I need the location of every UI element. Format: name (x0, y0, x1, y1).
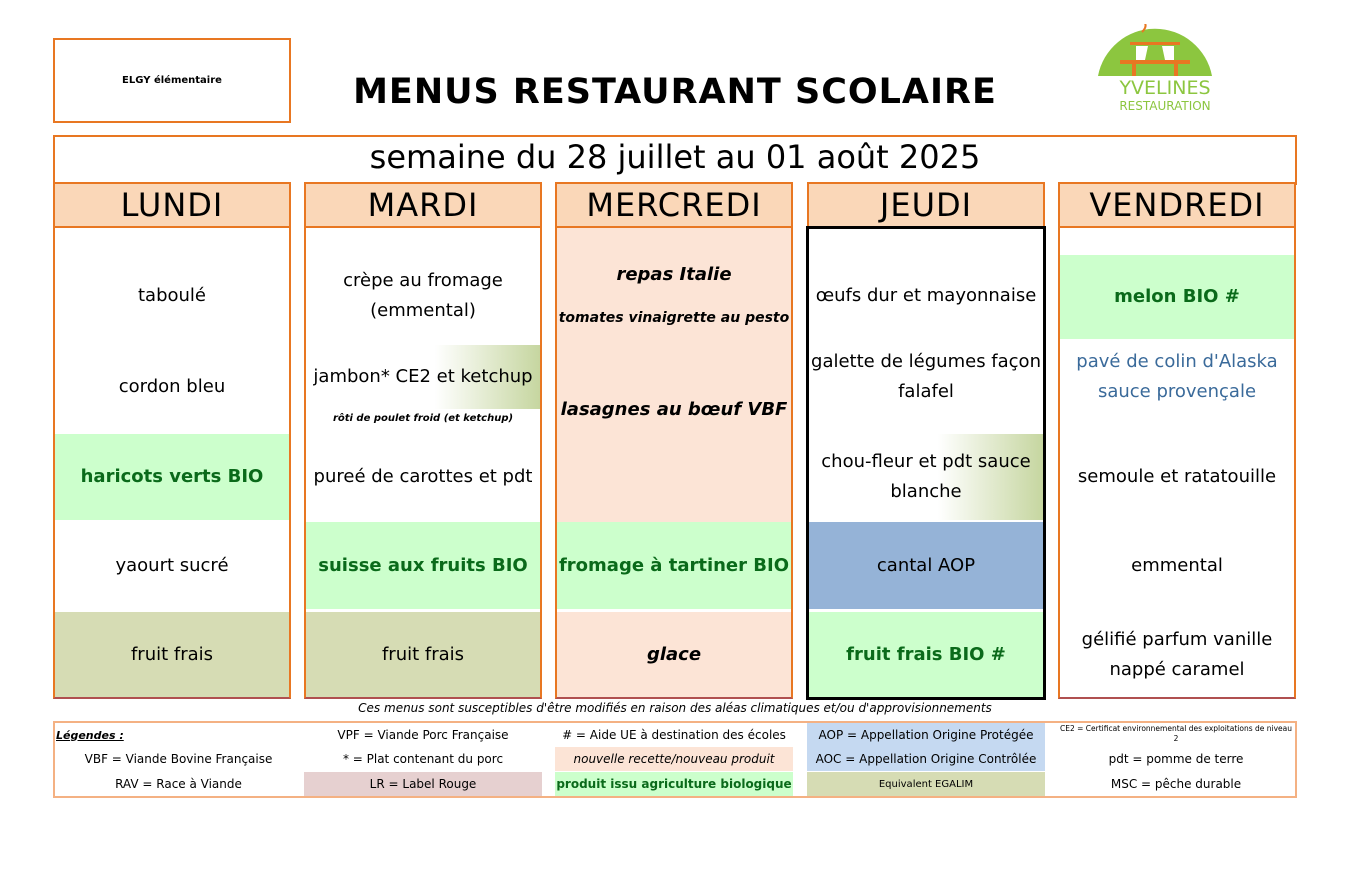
legend-aoc: AOC = Appellation Origine Contrôlée (807, 747, 1045, 771)
logo-text-yvelines: YVELINES (1119, 77, 1211, 99)
mardi-entree-line2: (emmental) (370, 300, 476, 321)
day-header-jeudi: JEUDI (807, 182, 1045, 228)
day-header-mercredi: MERCREDI (555, 182, 793, 228)
mercredi-laitage (557, 522, 791, 609)
disclaimer-note: Ces menus sont susceptibles d'être modifiés en raison des aléas climatiques et/ou d'approvisionnements (358, 701, 992, 715)
vendredi-entree (1060, 255, 1294, 339)
lundi-dessert (55, 612, 289, 697)
school-name: ELGY élémentaire (122, 75, 222, 86)
vendredi-plat-line2: sauce provençale (1097, 381, 1257, 402)
vendredi-laitage (1060, 522, 1294, 609)
day-header-vendredi: VENDREDI (1058, 182, 1296, 228)
mercredi-dessert-text: glace (646, 643, 702, 665)
jeudi-dessert-text: fruit frais BIO # (846, 643, 1006, 665)
legend-ue: # = Aide UE à destination des écoles (562, 728, 786, 742)
jeudi-accomp-line2: blanche (890, 481, 962, 502)
mardi-dessert (306, 612, 540, 697)
mercredi-entree-text: tomates vinaigrette au pesto (558, 310, 790, 326)
school-name-box (53, 38, 291, 123)
vendredi-dessert (1060, 612, 1294, 697)
mardi-plat-alt-text: rôti de poulet froid (et ketchup) (332, 413, 514, 424)
jeudi-laitage-text: cantal AOP (876, 554, 976, 576)
vendredi-entree-text: melon BIO # (1114, 286, 1240, 307)
lundi-laitage-text: yaourt sucré (115, 554, 229, 576)
lundi-entree-text: taboulé (137, 285, 206, 306)
mercredi-laitage-text: fromage à tartiner BIO (558, 554, 790, 576)
lundi-accompagnement (55, 434, 289, 520)
lundi-plat (55, 339, 289, 434)
legend-rav: RAV = Race à Viande (115, 777, 242, 791)
mercredi-plat-text: lasagnes au bœuf VBF (560, 399, 788, 420)
mardi-accomp-text: pureé de carottes et pdt (313, 466, 533, 487)
jeudi-plat-line2: falafel (898, 381, 954, 402)
legend-vbf: VBF = Viande Bovine Française (84, 752, 273, 766)
vendredi-dessert-line2: nappé caramel (1109, 658, 1245, 680)
legend-egalim: Equivalent EGALIM (807, 772, 1045, 796)
mardi-dessert-text: fruit frais (381, 643, 465, 665)
day-header-mardi: MARDI (304, 182, 542, 228)
mardi-plat-alternative (306, 410, 540, 428)
jeudi-entree-text: œufs dur et mayonnaise (815, 285, 1037, 306)
legend-vpf: VPF = Viande Porc Française (337, 728, 509, 742)
page-title: MENUS RESTAURANT SCOLAIRE (353, 72, 997, 112)
jeudi-accomp-line1: chou-fleur et pdt sauce (821, 451, 1031, 472)
legend-header: Légendes : (56, 728, 124, 742)
mercredi-dessert (557, 612, 791, 697)
mercredi-theme-text: repas Italie (616, 264, 732, 285)
mardi-laitage (306, 522, 540, 609)
lundi-laitage (55, 522, 289, 609)
mardi-accompagnement (306, 434, 540, 520)
legend-lr: LR = Label Rouge (304, 772, 542, 796)
mardi-plat (306, 345, 540, 409)
mardi-plat-text: jambon* CE2 et ketchup (313, 366, 533, 387)
legend-ce2: CE2 = Certificat environnemental des exploitations de niveau 2 (1059, 724, 1293, 743)
week-label: semaine du 28 juillet au 01 août 2025 (369, 138, 981, 176)
legend-msc: MSC = pêche durable (1110, 777, 1242, 791)
vendredi-plat (1060, 339, 1294, 434)
vendredi-accomp-text: semoule et ratatouille (1077, 466, 1277, 487)
vendredi-dessert-line1: gélifié parfum vanille (1081, 628, 1273, 650)
mardi-entree (306, 253, 540, 339)
legend-nouveau: nouvelle recette/nouveau produit (555, 747, 793, 771)
mardi-entree-line1: crèpe au fromage (343, 270, 503, 291)
lundi-entree (55, 253, 289, 339)
logo-text-restauration: RESTAURATION (1119, 99, 1211, 113)
day-header-lundi: LUNDI (53, 182, 291, 228)
mercredi-entree (557, 305, 791, 331)
mercredi-plat (557, 392, 791, 428)
lundi-accomp-text: haricots verts BIO (80, 466, 264, 487)
vendredi-accompagnement (1060, 434, 1294, 520)
vendredi-plat-line1: pavé de colin d'Alaska (1076, 351, 1278, 372)
lundi-plat-text: cordon bleu (118, 375, 226, 397)
mercredi-theme (557, 258, 791, 292)
jeudi-highlight-frame (806, 226, 1046, 700)
legend-porc: * = Plat contenant du porc (342, 752, 504, 766)
lundi-dessert-text: fruit frais (130, 643, 214, 665)
jeudi-plat-line1: galette de légumes façon (811, 351, 1041, 372)
yvelines-restauration-logo (1090, 24, 1240, 120)
legend-bio: produit issu agriculture biologique (555, 772, 793, 796)
legend-aop: AOP = Appellation Origine Protégée (807, 723, 1045, 747)
mardi-laitage-text: suisse aux fruits BIO (318, 554, 528, 576)
vendredi-laitage-text: emmental (1131, 554, 1223, 576)
legend-pdt: pdt = pomme de terre (1108, 752, 1244, 766)
